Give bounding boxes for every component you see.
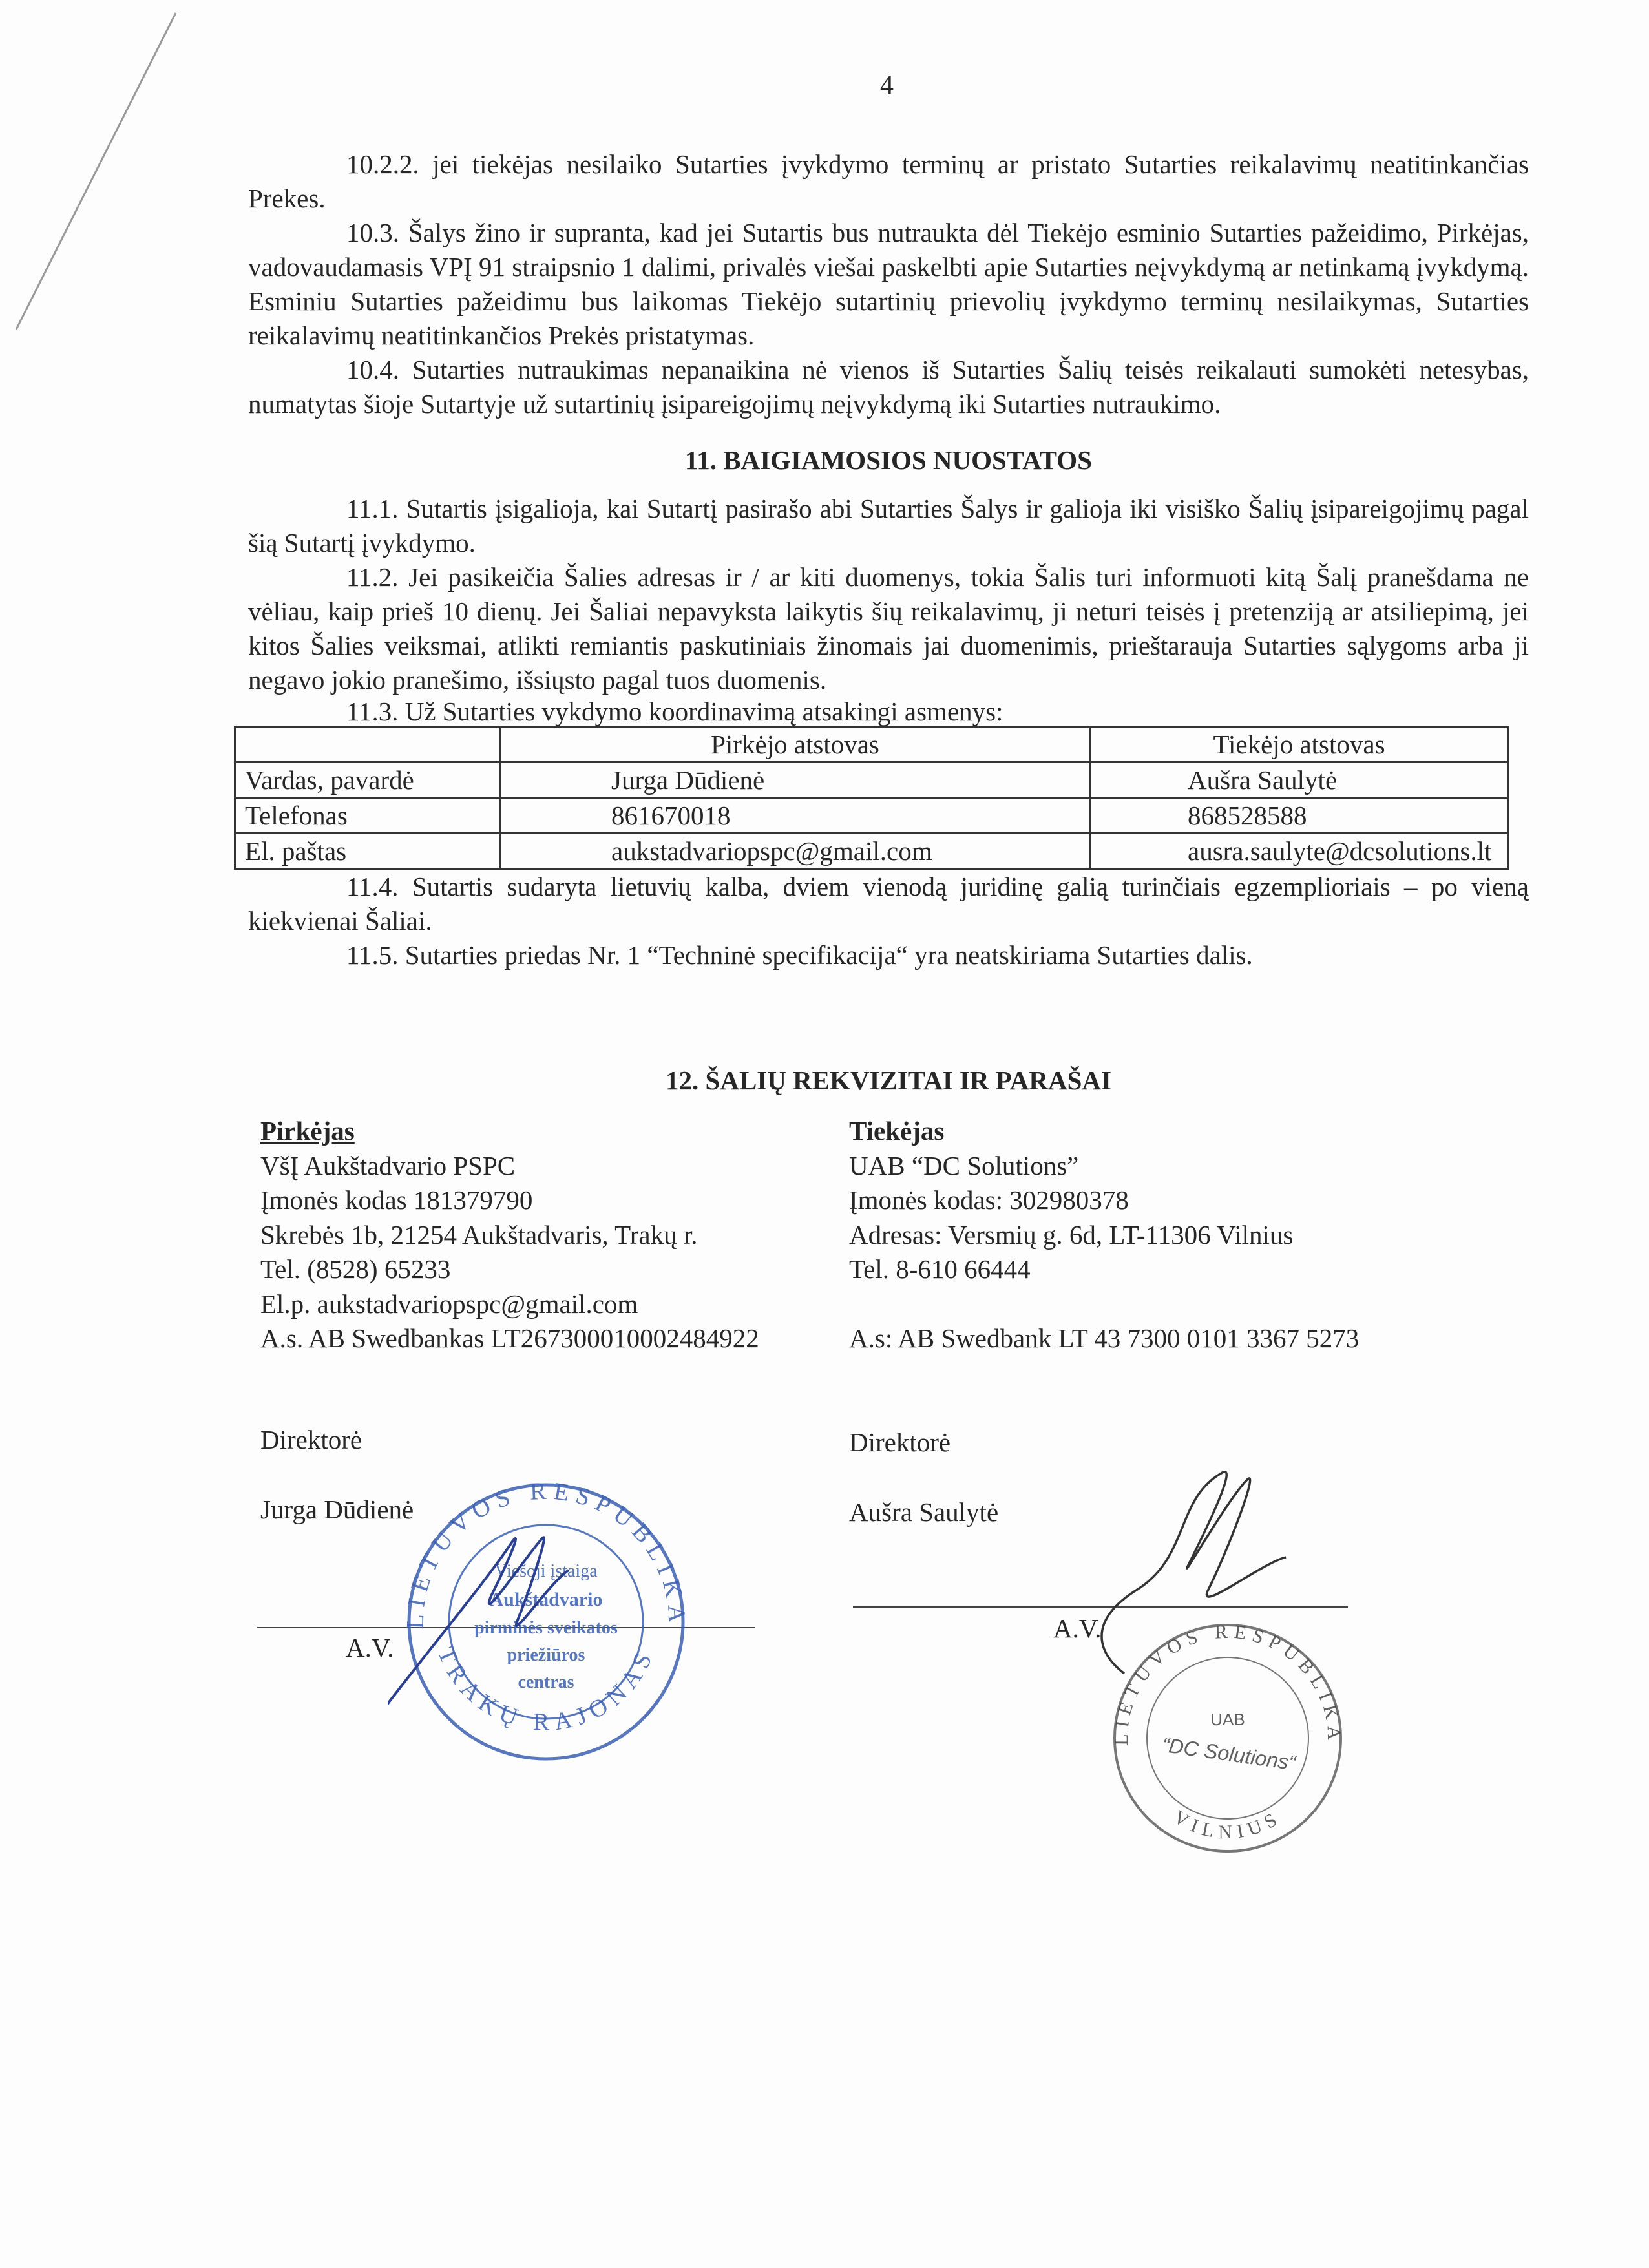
supplier-line <box>849 1287 1359 1321</box>
buyer-position: Direktorė <box>260 1425 362 1454</box>
paragraph-11-4: 11.4. Sutartis sudaryta lietuvių kalba, dviem vienodą juridinę galią turinčiais egzemplioriais – po vieną kiekvienai Šaliai. <box>248 872 1529 936</box>
buyer-title: Pirkėjas <box>260 1116 355 1146</box>
svg-text:Viešoji įstaiga: Viešoji įstaiga <box>494 1561 598 1581</box>
contacts-table <box>234 726 1509 870</box>
table-row: El. paštas aukstadvariopspc@gmail.com ausra.saulyte@dcsolutions.lt <box>235 834 1509 869</box>
supplier-position: Direktorė <box>849 1427 951 1457</box>
supplier-title: Tiekėjas <box>849 1116 945 1146</box>
page-number: 4 <box>880 70 894 100</box>
scan-edge-artifact <box>0 0 194 388</box>
paragraph-11-3: 11.3. Už Sutarties vykdymo koordinavimą atsakingi asmenys: <box>346 697 1003 726</box>
paragraph-10-2-2: 10.2.2. jei tiekėjas nesilaiko Sutarties įvykdymo terminų ar pristato Sutarties reikalavimų neatitinkančias Prekes. <box>248 149 1529 213</box>
paragraph-10-4: 10.4. Sutarties nutraukimas nepanaikina nė vienos iš Sutarties Šalių teisės reikalauti sumokėti netesybas, numatytas šioje Sutartyje už sutartinių įsipareigojimų neįvykdymą iki Sutarties nutraukimo. <box>248 355 1529 419</box>
svg-text:priežiūros: priežiūros <box>507 1645 585 1665</box>
paragraph-11-2: 11.2. Jei pasikeičia Šalies adresas ir / ar kiti duomenys, tokia Šalis turi informuoti kitą Šalį pranešdama ne vėliau, kaip prieš 10 dienų. Jei Šaliai nepavyksta laikytis šių reikalavimų, ji neturi teisės į pretenziją ar atsiliepimą, jei kitos Šalies veiksmai, atlikti remiantis paskutiniais žinomais jai duomenimis, prieštarauja Sutarties sąlygoms arba ji negavo jokio pranešimo, išsiųsto pagal tuos duomenis. <box>248 562 1529 695</box>
supplier-line: Tel. 8-610 66444 <box>849 1254 1031 1284</box>
buyer-line: Skrebės 1b, 21254 Aukštadvaris, Trakų r. <box>260 1219 698 1250</box>
svg-text:VILNIUS: VILNIUS <box>1170 1806 1286 1843</box>
buyer-line: VšĮ Aukštadvario PSPC <box>260 1150 516 1181</box>
supplier-line: A.s: AB Swedbank LT 43 7300 0101 3367 5273 <box>849 1323 1360 1353</box>
document-body <box>245 147 1529 972</box>
svg-text:LIETUVOS RESPUBLIKA: LIETUVOS RESPUBLIKA <box>1110 1621 1345 1746</box>
supplier-line: Adresas: Versmių g. 6d, LT-11306 Vilnius <box>849 1219 1294 1250</box>
supplier-line: UAB “DC Solutions” <box>849 1150 1079 1181</box>
table-header-row <box>235 727 1509 762</box>
buyer-details <box>260 1114 759 1356</box>
supplier-stamp <box>1098 1460 1370 1861</box>
table-row: Vardas, pavardė Jurga Dūdienė Aušra Saulytė <box>235 762 1509 798</box>
supplier-line: Įmonės kodas: 302980378 <box>849 1185 1129 1215</box>
buyer-seal-label: A.V. <box>346 1633 394 1663</box>
paragraph-11-5: 11.5. Sutarties priedas Nr. 1 “Techninė specifikacija“ yra neatskiriama Sutarties dalis. <box>346 940 1253 970</box>
header-buyer-rep: Pirkėjo atstovas <box>501 727 1090 762</box>
supplier-seal-label: A.V. <box>1053 1613 1102 1643</box>
section-12-heading: 12. ŠALIŲ REKVIZITAI IR PARAŠAI <box>666 1066 1111 1095</box>
buyer-line: El.p. aukstadvariopspc@gmail.com <box>260 1288 638 1319</box>
buyer-line: Įmonės kodas 181379790 <box>260 1185 533 1215</box>
svg-text:TRAKŲ RAJONAS: TRAKŲ RAJONAS <box>432 1643 660 1736</box>
svg-text:centras: centras <box>518 1672 574 1692</box>
svg-text:“DC Solutions“: “DC Solutions“ <box>1161 1732 1297 1775</box>
svg-text:pirminės sveikatos: pirminės sveikatos <box>474 1618 618 1638</box>
buyer-line: A.s. AB Swedbankas LT267300010002484922 <box>260 1323 759 1353</box>
buyer-stamp <box>388 1467 711 1777</box>
buyer-line: Tel. (8528) 65233 <box>260 1254 451 1284</box>
supplier-name: Aušra Saulytė <box>849 1497 999 1527</box>
svg-text:UAB: UAB <box>1210 1710 1245 1729</box>
svg-text:LIETUVOS RESPUBLIKA: LIETUVOS RESPUBLIKA <box>401 1477 691 1630</box>
table-row: Telefonas 861670018 868528588 <box>235 798 1509 834</box>
buyer-name: Jurga Dūdienė <box>260 1495 414 1524</box>
section-11-heading: 11. BAIGIAMOSIOS NUOSTATOS <box>685 445 1092 475</box>
paragraph-11-1: 11.1. Sutartis įsigalioja, kai Sutartį pasirašo abi Sutarties Šalys ir galioja iki visiško Šalių įsipareigojimų pagal šią Sutartį įvykdymo. <box>248 494 1529 558</box>
header-supplier-rep: Tiekėjo atstovas <box>1090 727 1509 762</box>
svg-text:Aukštadvario: Aukštadvario <box>489 1589 603 1610</box>
supplier-details <box>849 1114 1359 1356</box>
paragraph-10-3: 10.3. Šalys žino ir supranta, kad jei Sutartis bus nutraukta dėl Tiekėjo esminio Sutarties pažeidimo, Pirkėjas, vadovaudamasis VPĮ 91 straipsnio 1 dalimi, privalės viešai paskelbti apie Sutarties neįvykdymą ar netinkamą įvykdymą. Esminiu Sutarties pažeidimu bus laikomas Tiekėjo sutartinių prievolių įvykdymo terminų nesilaikymas, Sutarties reikalavimų neatitinkančios Prekės pristatymas. <box>248 218 1529 350</box>
